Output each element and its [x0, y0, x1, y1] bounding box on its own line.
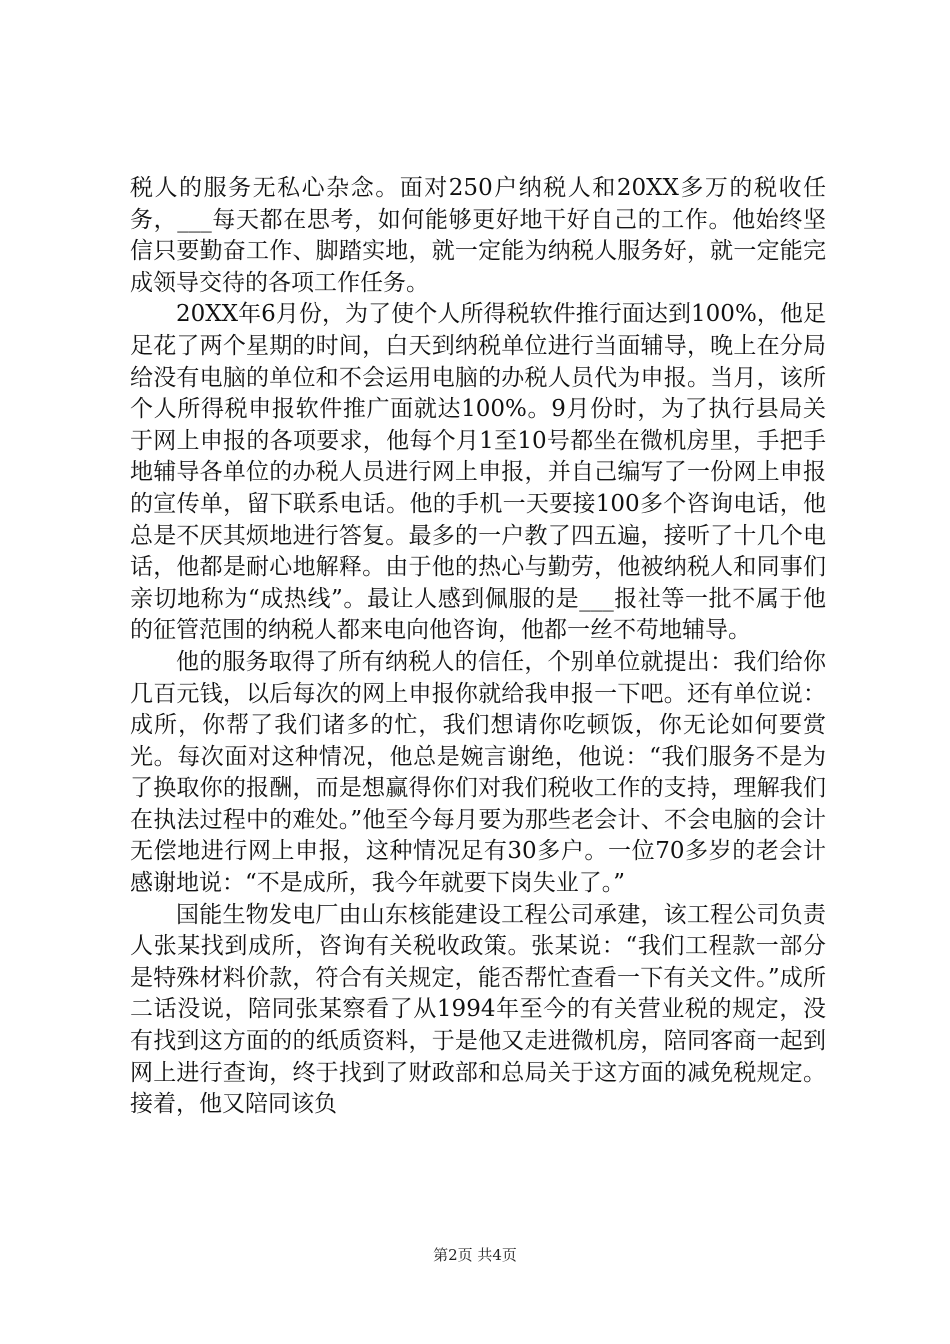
paragraph-1: 税人的服务无私心杂念。面对250户纳税人和20XX多万的税收任务，___每天都在思考，如何能够更好地干好自己的工作。他始终坚信只要勤奋工作、脚踏实地，就一定能为纳税人服务好，就一定能完成领导交待的各项工作任务。	[130, 175, 826, 296]
paragraph-4: 国能生物发电厂由山东核能建设工程公司承建，该工程公司负责人张某找到成所，咨询有关税收政策。张某说：“我们工程款一部分是特殊材料价款，符合有关规定，能否帮忙查看一下有关文件。”成所二话没说，陪同张某察看了从1994年至今的有关营业税的规定，没有找到这方面的的纸质资料，于是他又走进微机房，陪同客商一起到网上进行查询，终于找到了财政部和总局关于这方面的减免税规定。接着，他又陪同该负	[130, 901, 826, 1118]
document-body	[130, 173, 826, 1121]
page-number-label: 第2页 共4页	[433, 1246, 517, 1264]
paragraph-3: 他的服务取得了所有纳税人的信任，个别单位就提出：我们给你几百元钱，以后每次的网上申报你就给我申报一下吧。还有单位说：成所，你帮了我们诸多的忙，我们想请你吃顿饭，你无论如何要赏光。每次面对这种情况，他总是婉言谢绝，他说：“我们服务不是为了换取你的报酬，而是想赢得你们对我们税收工作的支持，理解我们在执法过程中的难处。”他至今每月要为那些老会计、不会电脑的会计无偿地进行网上申报，这种情况足有30多户。一位70多岁的老会计感谢地说：“不是成所，我今年就要下岗失业了。”	[130, 648, 826, 897]
page-footer	[0, 1244, 950, 1265]
paragraph-2: 20XX年6月份，为了使个人所得税软件推行面达到100%，他足足花了两个星期的时间，白天到纳税单位进行当面辅导，晚上在分局给没有电脑的单位和不会运用电脑的办税人员代为申报。当月，该所个人所得税申报软件推广面就达100%。9月份时，为了执行县局关于网上申报的各项要求，他每个月1至10号都坐在微机房里，手把手地辅导各单位的办税人员进行网上申报，并自己编写了一份网上申报的宣传单，留下联系电话。他的手机一天要接100多个咨询电话，他总是不厌其烦地进行答复。最多的一户教了四五遍，接听了十几个电话，他都是耐心地解释。由于他的热心与勤劳，他被纳税人和同事们亲切地称为“成热线”。最让人感到佩服的是___报社等一批不属于他的征管范围的纳税人都来电向他咨询，他都一丝不苟地辅导。	[130, 301, 826, 644]
